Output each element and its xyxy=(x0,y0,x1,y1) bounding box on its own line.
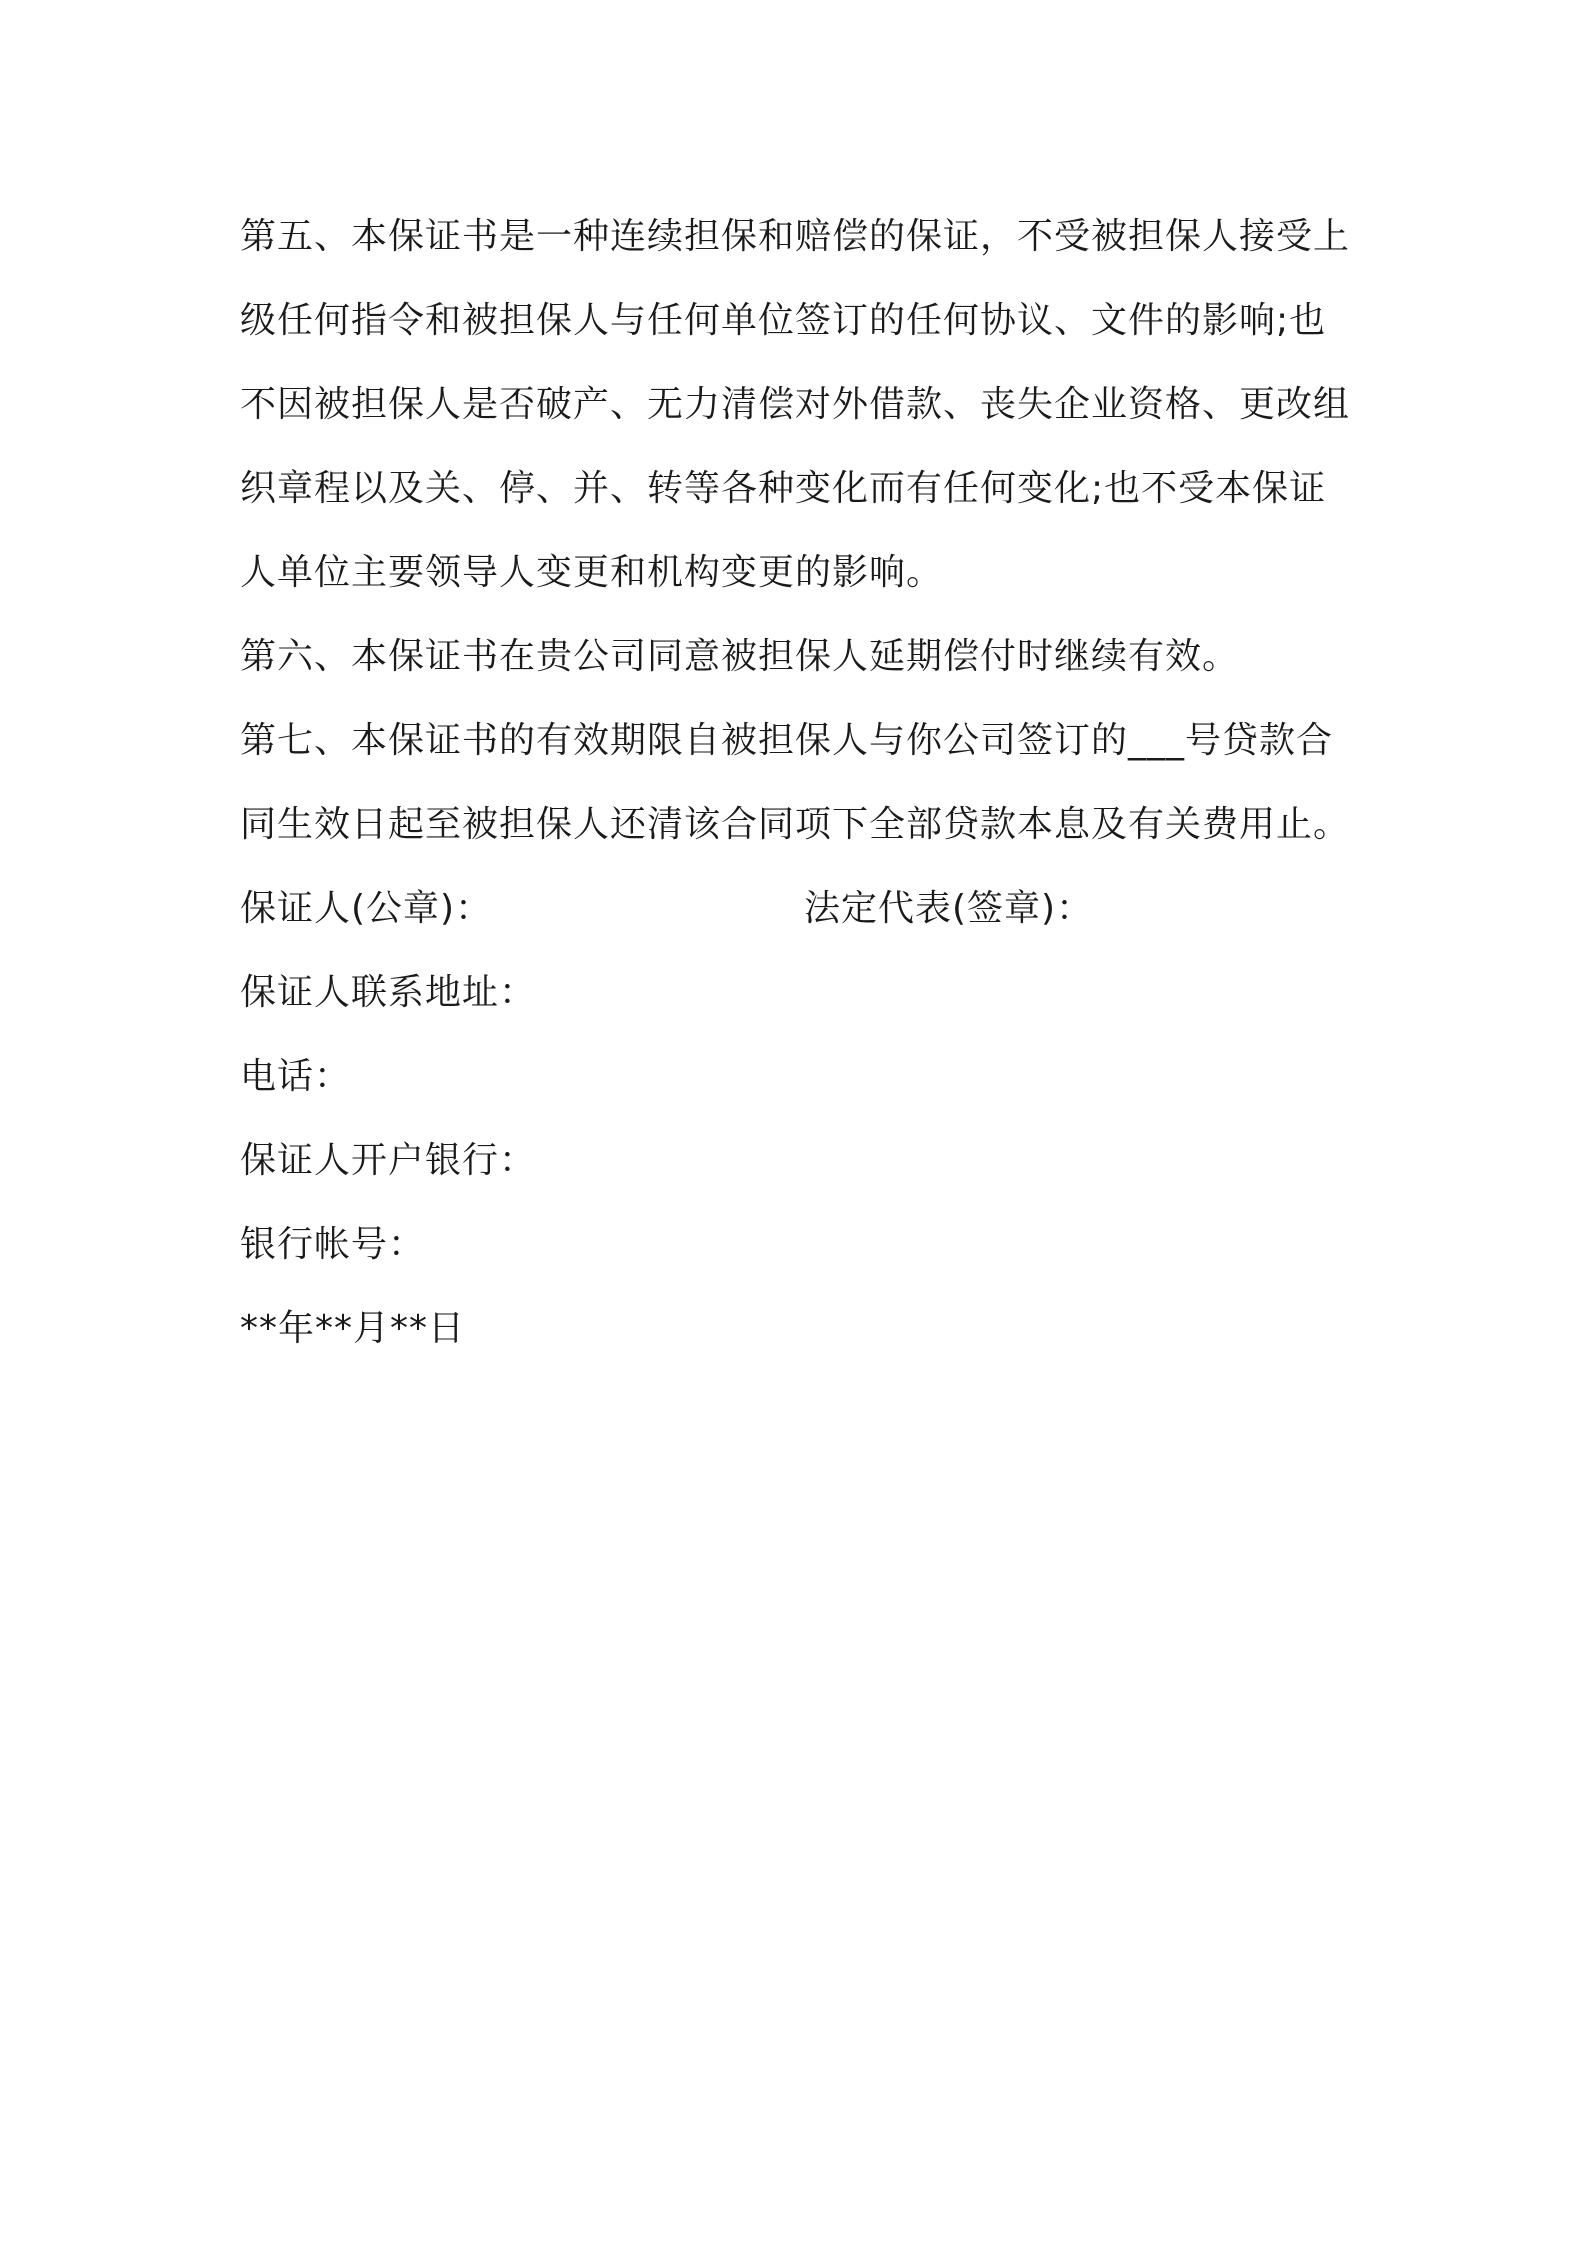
document-body xyxy=(240,195,1360,1371)
clause-5-line-2: 级任何指令和被担保人与任何单位签订的任何协议、文件的影响;也 xyxy=(240,300,1327,341)
bank-account-label: 银行帐号： xyxy=(240,1224,426,1265)
phone-label: 电话： xyxy=(240,1056,352,1097)
clause-5-line-3: 不因被担保人是否破产、无力清偿对外借款、丧失企业资格、更改组 xyxy=(240,384,1351,425)
signature-row xyxy=(240,867,1360,951)
clause-5 xyxy=(240,195,1360,615)
guarantor-bank-label: 保证人开户银行： xyxy=(240,1140,537,1181)
clause-5-line-4: 织章程以及关、停、并、转等各种变化而有任何变化;也不受本保证 xyxy=(240,468,1327,509)
clause-6: 第六、本保证书在贵公司同意被担保人延期偿付时继续有效。 xyxy=(240,636,1240,677)
clause-7-line-2: 同生效日起至被担保人还清该合同项下全部贷款本息及有关费用止。 xyxy=(240,804,1351,845)
clause-7 xyxy=(240,699,1360,867)
date-line: **年**月**日 xyxy=(240,1308,466,1349)
guarantor-address-label: 保证人联系地址： xyxy=(240,972,537,1013)
legal-representative-label: 法定代表(签章)： xyxy=(804,888,1094,929)
clause-5-line-5: 人单位主要领导人变更和机构变更的影响。 xyxy=(240,552,944,593)
guarantor-seal-label: 保证人(公章)： xyxy=(240,888,493,929)
clause-7-line-1: 第七、本保证书的有效期限自被担保人与你公司签订的___号贷款合 xyxy=(240,720,1334,761)
clause-5-line-1: 第五、本保证书是一种连续担保和赔偿的保证，不受被担保人接受上 xyxy=(240,216,1351,257)
